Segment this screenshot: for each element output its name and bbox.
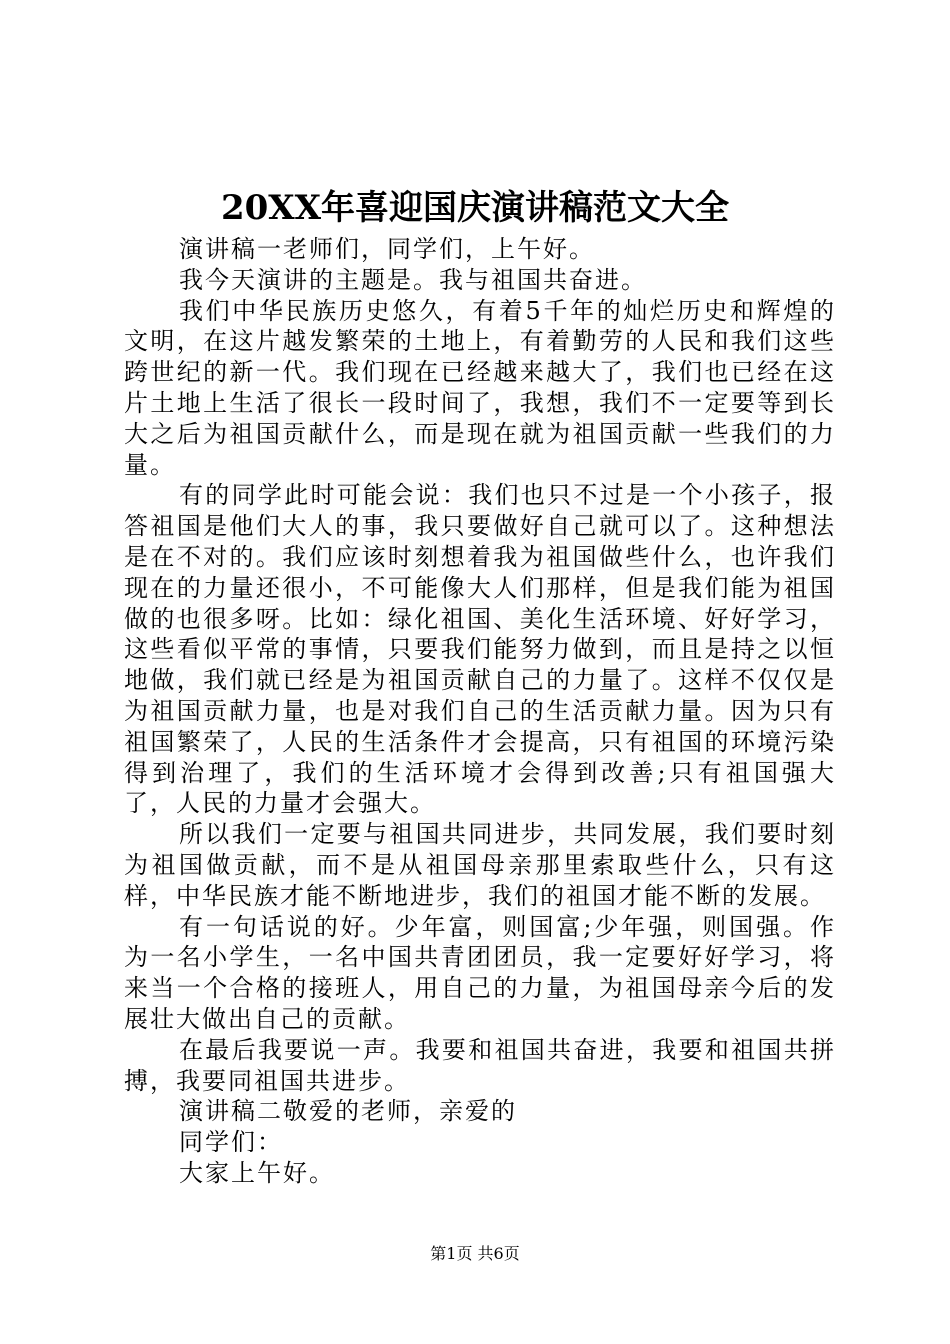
paragraph: 演讲稿一老师们，同学们，上午好。 <box>179 235 595 263</box>
page-title: 20XX年喜迎国庆演讲稿范文大全 <box>220 188 730 228</box>
paragraph: 在最后我要说一声。我要和祖国共奋进，我要和祖国共拼搏，我要同祖国共进步。 <box>124 1035 836 1095</box>
paragraph: 大家上午好。 <box>179 1158 335 1187</box>
page-footer: 第1页 共6页 <box>430 1244 520 1263</box>
paragraph: 有的同学此时可能会说：我们也只不过是一个小孩子，报答祖国是他们大人的事，我只要做好自己就可以了。这种想法是在不对的。我们应该时刻想着我为祖国做些什么，也许我们现在的力量还很小，不可能像大人们那样，但是我们能为祖国做的也很多呀。比如：绿化祖国、美化生活环境、好好学习，这些看似平常的事情，只要我们能努力做到，而且是持之以恒地做，我们就已经是为祖国贡献自己的力量了。这样不仅仅是为祖国贡献力量，也是对我们自己的生活贡献力量。因为只有祖国繁荣了，人民的生活条件才会提高，只有祖国的环境污染得到治理了，我们的生活环境才会得到改善;只有祖国强大了，人民的力量才会强大。 <box>124 481 836 818</box>
paragraph: 同学们： <box>179 1128 283 1157</box>
document-body <box>124 234 836 1189</box>
paragraph: 我今天演讲的主题是。我与祖国共奋进。 <box>179 265 647 294</box>
paragraph: 我们中华民族历史悠久，有着5千年的灿烂历史和辉煌的文明，在这片越发繁荣的土地上，有着勤劳的人民和我们这些跨世纪的新一代。我们现在已经越来越大了，我们也已经在这片土地上生活了很长一段时间了，我想，我们不一定要等到长大之后为祖国贡献什么，而是现在就为祖国贡献一些我们的力量。 <box>124 296 836 479</box>
paragraph: 演讲稿二敬爱的老师，亲爱的 <box>179 1097 517 1126</box>
paragraph: 所以我们一定要与祖国共同进步，共同发展，我们要时刻为祖国做贡献，而不是从祖国母亲那里索取些什么，只有这样，中华民族才能不断地进步，我们的祖国才能不断的发展。 <box>124 820 836 910</box>
paragraph: 有一句话说的好。少年富，则国富;少年强，则国强。作为一名小学生，一名中国共青团团员，我一定要好好学习，将来当一个合格的接班人，用自己的力量，为祖国母亲今后的发展壮大做出自己的贡献。 <box>124 912 836 1033</box>
